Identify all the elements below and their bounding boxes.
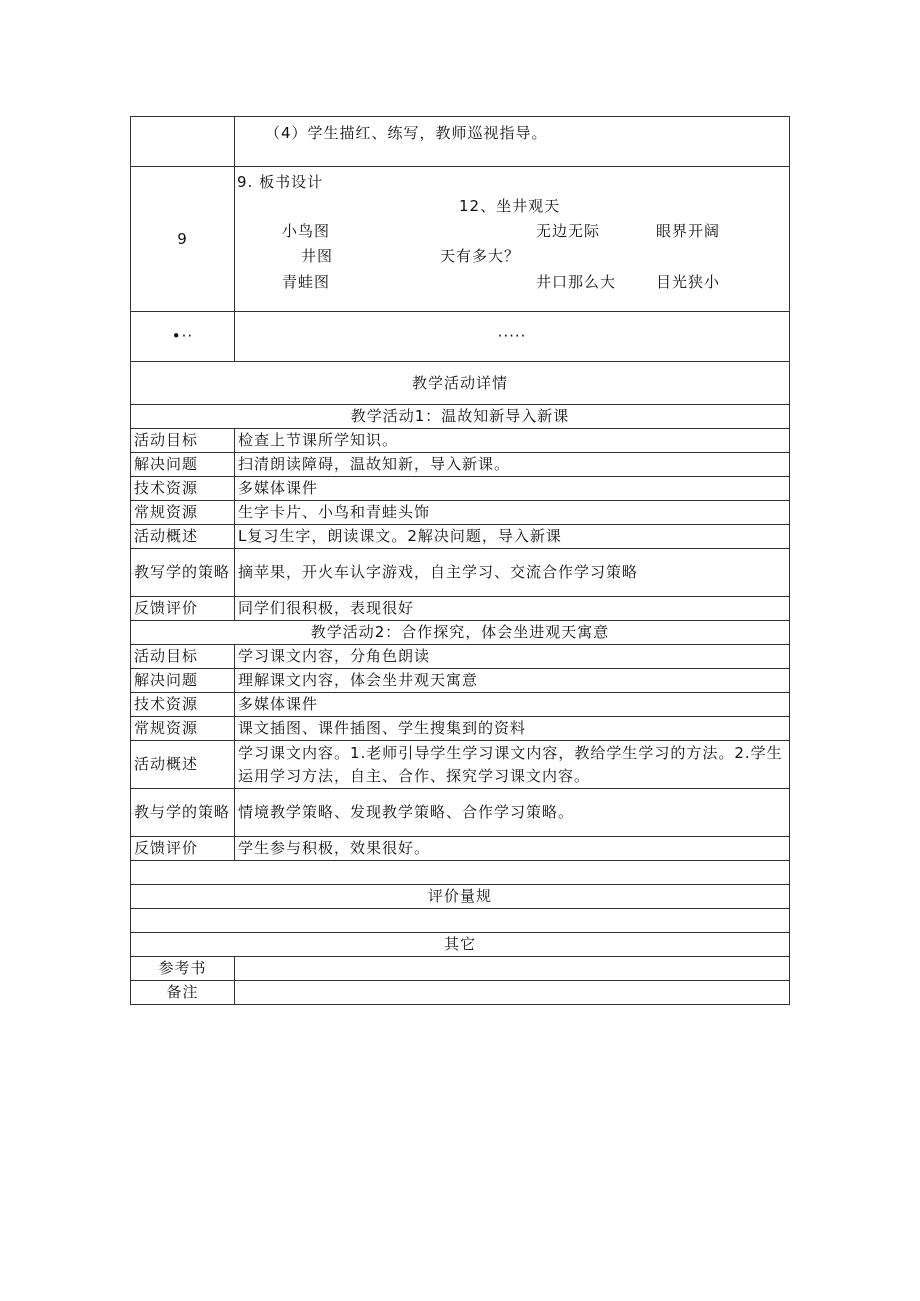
row-label: 技术资源 [131, 477, 235, 501]
notes-label: 备注 [131, 981, 235, 1005]
row-label: 常规资源 [131, 501, 235, 525]
board-number: 9 [131, 167, 235, 312]
row-value: 检查上节课所学知识。 [235, 429, 790, 453]
board-broad: 眼界开阔 [656, 222, 721, 240]
rubric-header-row [131, 885, 790, 909]
board-well-size: 井口那么大 [536, 273, 617, 291]
step4-row [131, 117, 790, 167]
row-value: 多媒体课件 [235, 693, 790, 717]
row-value: 理解课文内容，体会坐井观天寓意 [235, 669, 790, 693]
table-row [131, 645, 790, 669]
table-row [131, 669, 790, 693]
table-row [131, 549, 790, 597]
row-value: 同学们很积极，表现很好 [235, 597, 790, 621]
row-value: 多媒体课件 [235, 477, 790, 501]
board-question: 天有多大？ [440, 247, 521, 265]
activity1-title: 教学活动1：温故知新导入新课 [131, 405, 790, 429]
row-label: 技术资源 [131, 693, 235, 717]
table-row [131, 501, 790, 525]
row-value: 课文插图、课件插图、学生搜集到的资料 [235, 717, 790, 741]
table-row [131, 789, 790, 837]
row-label: 教写学的策略 [131, 549, 235, 597]
lesson-plan-table [130, 116, 790, 1005]
row-label: 活动概述 [131, 741, 235, 789]
table-row [131, 477, 790, 501]
details-header: 教学活动详情 [131, 362, 790, 405]
reference-value [235, 957, 790, 981]
table-row [131, 525, 790, 549]
blank-row [131, 861, 790, 885]
table-row [131, 717, 790, 741]
blank-cell [131, 861, 790, 885]
row-value: 学习课文内容，分角色朗读 [235, 645, 790, 669]
other-header-row [131, 933, 790, 957]
row-label: 反馈评价 [131, 597, 235, 621]
row-value: L复习生字，朗读课文。2解决问题，导入新课 [235, 525, 790, 549]
blank-cell [131, 909, 790, 933]
row-value: 摘苹果，开火车认字游戏，自主学习、交流合作学习策略 [235, 549, 790, 597]
notes-value [235, 981, 790, 1005]
row-label: 解决问题 [131, 669, 235, 693]
row-label: 教与学的策略 [131, 789, 235, 837]
row-value: 学习课文内容。1.老师引导学生学习课文内容，教给学生学习的方法。2.学生运用学习方法，自主、合作、探究学习课文内容。 [235, 741, 790, 789]
reference-label: 参考书 [131, 957, 235, 981]
step4-text: （4）学生描红、练写，教师巡视指导。 [235, 117, 790, 167]
table-row [131, 597, 790, 621]
lesson-plan-table-wrapper [130, 116, 790, 1005]
board-design-cell [235, 167, 790, 312]
table-row [131, 453, 790, 477]
board-heading: 9. 板书设计 [237, 173, 324, 191]
ellipsis-left: •·· [131, 312, 235, 362]
table-row [131, 693, 790, 717]
step4-num-cell [131, 117, 235, 167]
row-value: 情境教学策略、发现教学策略、合作学习策略。 [235, 789, 790, 837]
board-well: 井图 [301, 247, 334, 265]
board-title: 12、坐井观天 [459, 197, 561, 215]
table-row [131, 837, 790, 861]
activity2-title-row [131, 621, 790, 645]
other-header: 其它 [131, 933, 790, 957]
row-label: 活动目标 [131, 429, 235, 453]
row-value: 扫清朗读障碍，温故知新，导入新课。 [235, 453, 790, 477]
table-row [131, 429, 790, 453]
ellipsis-row [131, 312, 790, 362]
row-value: 学生参与积极，效果很好。 [235, 837, 790, 861]
board-design-row [131, 167, 790, 312]
row-label: 解决问题 [131, 453, 235, 477]
blank-row [131, 909, 790, 933]
reference-row [131, 957, 790, 981]
activity1-title-row [131, 405, 790, 429]
board-bird: 小鸟图 [282, 222, 331, 240]
board-boundless: 无边无际 [536, 222, 601, 240]
row-value: 生字卡片、小鸟和青蛙头饰 [235, 501, 790, 525]
table-row [131, 741, 790, 789]
row-label: 常规资源 [131, 717, 235, 741]
row-label: 活动目标 [131, 645, 235, 669]
board-narrow: 目光狭小 [656, 273, 721, 291]
ellipsis-right: ····· [235, 312, 790, 362]
row-label: 活动概述 [131, 525, 235, 549]
details-header-row [131, 362, 790, 405]
board-frog: 青蛙图 [282, 273, 331, 291]
rubric-header: 评价量规 [131, 885, 790, 909]
activity2-title: 教学活动2：合作探究，体会坐进观天寓意 [131, 621, 790, 645]
row-label: 反馈评价 [131, 837, 235, 861]
notes-row [131, 981, 790, 1005]
